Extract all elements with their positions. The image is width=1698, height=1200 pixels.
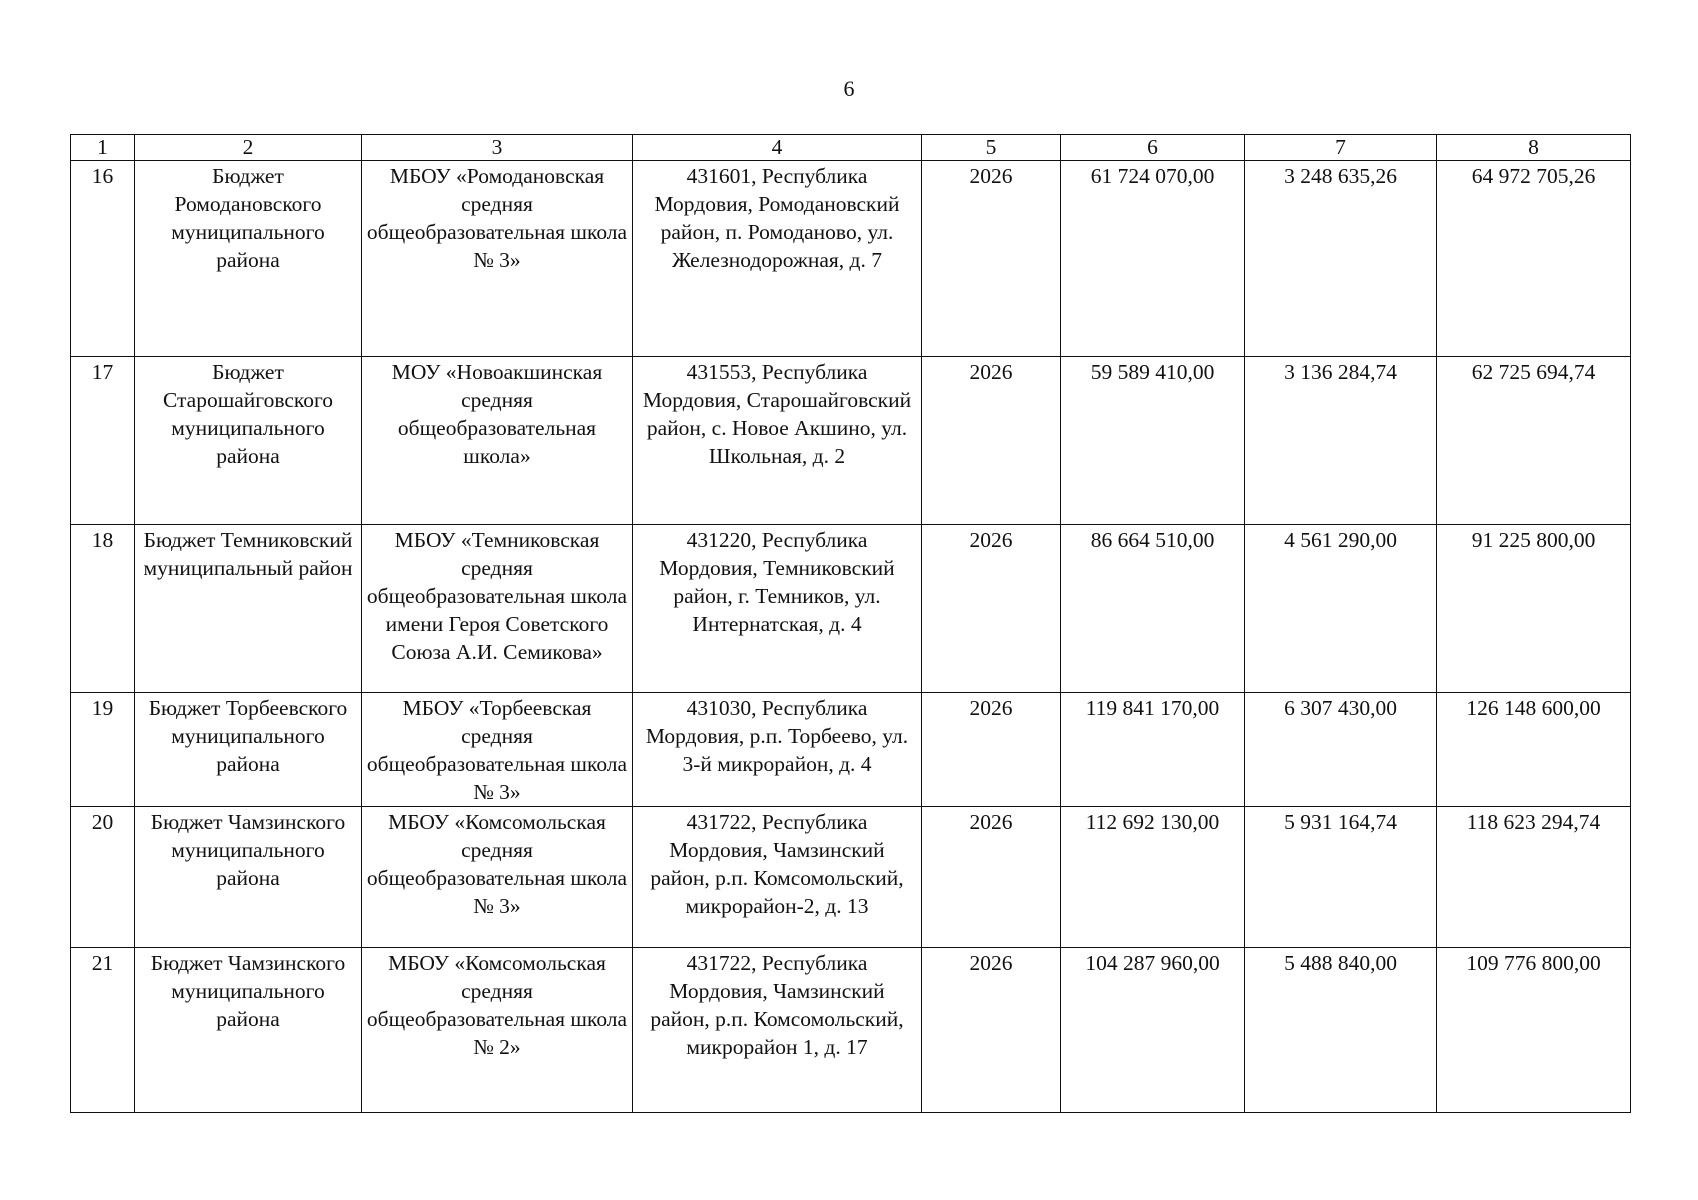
address-cell: 431601, Республика Мордовия, Ромодановский район, п. Ромоданово, ул. Железнодорожная, д. 7 (633, 161, 922, 357)
row-number: 17 (71, 357, 135, 525)
amount-col7: 3 136 284,74 (1245, 357, 1437, 525)
amount-col8: 64 972 705,26 (1437, 161, 1631, 357)
table-row (71, 357, 1631, 525)
column-header: 8 (1437, 135, 1631, 161)
table-row (71, 693, 1631, 807)
table-row (71, 161, 1631, 357)
row-number: 20 (71, 807, 135, 948)
address-cell: 431553, Республика Мордовия, Старошайговский район, с. Новое Акшино, ул. Школьная, д. 2 (633, 357, 922, 525)
column-header: 4 (633, 135, 922, 161)
amount-col7: 5 488 840,00 (1245, 948, 1437, 1113)
amount-col6: 61 724 070,00 (1061, 161, 1245, 357)
address-cell: 431722, Республика Мордовия, Чамзинский район, р.п. Комсомольский, микрорайон 1, д. 17 (633, 948, 922, 1113)
address-cell: 431722, Республика Мордовия, Чамзинский район, р.п. Комсомольский, микрорайон-2, д. 13 (633, 807, 922, 948)
year-cell: 2026 (922, 807, 1061, 948)
amount-col7: 5 931 164,74 (1245, 807, 1437, 948)
budget-cell: Бюджет Чамзинского муниципального района (135, 948, 362, 1113)
budget-register-table (70, 134, 1631, 1113)
table-row (71, 948, 1631, 1113)
school-cell: МБОУ «Торбеевская средняя общеобразовательная школа № 3» (362, 693, 633, 807)
table-row (71, 525, 1631, 693)
amount-col8: 118 623 294,74 (1437, 807, 1631, 948)
school-cell: МБОУ «Комсомольская средняя общеобразовательная школа № 3» (362, 807, 633, 948)
school-cell: МБОУ «Комсомольская средняя общеобразовательная школа № 2» (362, 948, 633, 1113)
amount-col8: 109 776 800,00 (1437, 948, 1631, 1113)
column-header: 1 (71, 135, 135, 161)
row-number: 18 (71, 525, 135, 693)
school-cell: МБОУ «Ромодановская средняя общеобразовательная школа № 3» (362, 161, 633, 357)
budget-cell: Бюджет Чамзинского муниципального района (135, 807, 362, 948)
address-cell: 431030, Республика Мордовия, р.п. Торбеево, ул. 3-й микрорайон, д. 4 (633, 693, 922, 807)
year-cell: 2026 (922, 948, 1061, 1113)
amount-col6: 112 692 130,00 (1061, 807, 1245, 948)
column-header: 6 (1061, 135, 1245, 161)
amount-col7: 4 561 290,00 (1245, 525, 1437, 693)
school-cell: МБОУ «Темниковская средняя общеобразовательная школа имени Героя Советского Союза А.И. Семикова» (362, 525, 633, 693)
page-number: 6 (843, 76, 855, 101)
amount-col8: 91 225 800,00 (1437, 525, 1631, 693)
school-cell: МОУ «Новоакшинская средняя общеобразовательная школа» (362, 357, 633, 525)
amount-col7: 6 307 430,00 (1245, 693, 1437, 807)
row-number: 19 (71, 693, 135, 807)
amount-col7: 3 248 635,26 (1245, 161, 1437, 357)
budget-cell: Бюджет Торбеевского муниципального района (135, 693, 362, 807)
year-cell: 2026 (922, 161, 1061, 357)
year-cell: 2026 (922, 357, 1061, 525)
table-row (71, 807, 1631, 948)
year-cell: 2026 (922, 693, 1061, 807)
budget-cell: Бюджет Темниковский муниципальный район (135, 525, 362, 693)
header-row (71, 135, 1631, 161)
column-header: 2 (135, 135, 362, 161)
amount-col6: 86 664 510,00 (1061, 525, 1245, 693)
row-number: 21 (71, 948, 135, 1113)
amount-col8: 126 148 600,00 (1437, 693, 1631, 807)
amount-col8: 62 725 694,74 (1437, 357, 1631, 525)
amount-col6: 59 589 410,00 (1061, 357, 1245, 525)
row-number: 16 (71, 161, 135, 357)
amount-col6: 119 841 170,00 (1061, 693, 1245, 807)
column-header: 5 (922, 135, 1061, 161)
budget-cell: Бюджет Старошайговского муниципального района (135, 357, 362, 525)
year-cell: 2026 (922, 525, 1061, 693)
address-cell: 431220, Республика Мордовия, Темниковский район, г. Темников, ул. Интернатская, д. 4 (633, 525, 922, 693)
budget-cell: Бюджет Ромодановского муниципального района (135, 161, 362, 357)
amount-col6: 104 287 960,00 (1061, 948, 1245, 1113)
column-header: 3 (362, 135, 633, 161)
column-header: 7 (1245, 135, 1437, 161)
